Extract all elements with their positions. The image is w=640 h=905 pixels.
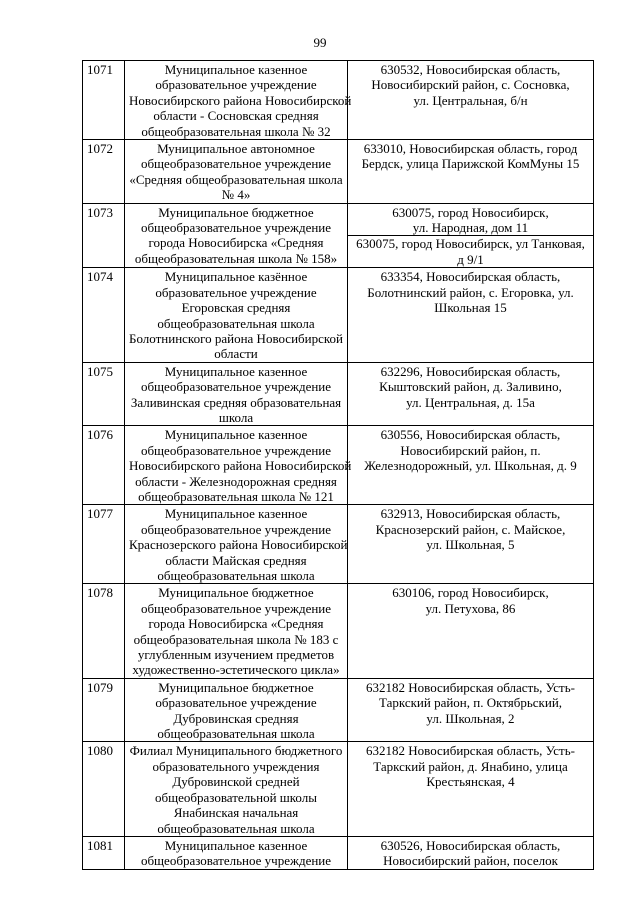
institution-address [348,426,594,505]
address-line: ул. Центральная, д. 15а [406,394,535,410]
institution-name-line: школа [218,409,254,425]
institution-name-line: области - Сосновская средняя [153,108,319,124]
address-line: 632182 Новосибирская область, Усть- [366,743,575,759]
institution-name-line: Муниципальное казенное [164,62,308,77]
row-number: 1079 [83,678,125,742]
institution-name-line: области [214,346,258,362]
address-block [352,62,589,108]
institution-name-line: общеобразовательное учреждение [140,600,332,616]
address-line: Бердск, улица Парижской КомМуны 15 [361,156,580,172]
institution-name-line: Дубровинской средней [172,774,300,790]
institution-name-line: углубленным изучением предметов [137,647,335,663]
row-number: 1078 [83,584,125,678]
institution-name-line: Заливинская средняя образовательная [130,394,342,410]
address-block [348,235,593,267]
address-line: ул. Школьная, 5 [426,537,515,553]
row-number: 1080 [83,742,125,836]
institution-address [348,140,594,204]
address-line: ул. Центральная, б/н [413,92,528,108]
address-block [352,427,589,473]
institution-name [125,836,348,869]
address-line: д 9/1 [457,251,484,267]
address-block [352,838,589,869]
institution-name-line: общеобразовательная школа [157,820,315,836]
institution-name-line: художественно-эстетического цикла» [132,662,340,678]
address-block [352,680,589,726]
address-block [352,743,589,789]
row-number: 1077 [83,505,125,584]
address-line: ул. Школьная, 2 [426,710,515,726]
institution-name-line: области - Железнодорожная средняя [135,473,337,489]
school-registry-table [82,60,594,870]
table-row [83,140,594,204]
address-block [352,364,589,410]
row-number: 1071 [83,61,125,140]
institution-name [125,362,348,426]
institution-name-line: «Средняя общеобразовательная школа [129,171,343,187]
address-block [352,141,589,172]
address-line: Кыштовский район, д. Заливино, [379,379,562,395]
row-number: 1081 [83,836,125,869]
institution-address [348,678,594,742]
institution-address [348,742,594,836]
address-block [352,585,589,616]
address-line: 630556, Новосибирская область, [380,427,561,443]
institution-name [125,742,348,836]
institution-name-line: Муниципальное бюджетное [158,204,314,220]
table-row [83,678,594,742]
institution-name-line: общеобразовательная школа [157,315,315,331]
address-line: Новосибирский район, поселок [383,853,558,869]
address-line: 630075, город Новосибирск, [392,204,549,220]
address-line: Новосибирский район, с. Сосновка, [371,77,570,93]
institution-name [125,584,348,678]
institution-name-line: общеобразовательная школа № 183 с [133,631,339,647]
address-line: Таркский район, д. Янабино, улица [373,758,568,774]
table-row [83,268,594,362]
institution-name-line: общеобразовательное учреждение [140,379,332,395]
institution-name-line: № 4» [221,187,251,203]
address-line: 633354, Новосибирская область, [380,269,561,285]
institution-name-line: общеобразовательное учреждение [140,156,332,172]
institution-name-line: Муниципальное казенное [164,363,308,379]
address-line: 632182 Новосибирская область, Усть- [366,679,575,695]
institution-name-line: общеобразовательная школа № 32 [141,123,331,139]
institution-name [125,426,352,505]
row-number: 1076 [83,426,125,505]
institution-name-line: Муниципальное бюджетное [158,585,314,601]
address-line: Краснозерский район, с. Майское, [375,521,566,537]
address-line: 632296, Новосибирская область, [380,363,561,379]
row-number: 1073 [83,203,125,268]
address-line: 632913, Новосибирская область, [380,506,561,522]
institution-name [125,505,348,584]
institution-name-line: Болотнинского района Новосибирской [129,330,343,346]
institution-name-line: области Майская средняя [165,552,307,568]
address-line: 633010, Новосибирская область, город [363,141,578,157]
table-row [83,426,594,505]
institution-name-line: образовательное учреждение [155,77,317,93]
institution-name-line: Дубровинская средняя [173,710,299,726]
address-block [352,205,589,236]
address-line: ул. Петухова, 86 [425,600,516,616]
address-line: Железнодорожный, ул. Школьная, д. 9 [364,458,577,474]
table-row [83,203,594,268]
institution-name-line: общеобразовательная школа № 121 [138,488,334,504]
institution-name-line: общеобразовательное учреждение [140,442,332,458]
address-line: Болотнинский район, с. Егоровка, ул. [367,284,574,300]
institution-address [348,836,594,869]
institution-name-line: Муниципальное казённое [164,269,308,285]
institution-name-line: города Новосибирска «Средняя [148,235,324,251]
table-row [83,836,594,869]
institution-name [125,61,352,140]
address-line: 630526, Новосибирская область, [380,837,561,853]
row-number: 1074 [83,268,125,362]
institution-name-line: Муниципальное казенное [164,506,308,522]
institution-address [348,584,594,678]
institution-name-line: образовательного учреждения [152,758,320,774]
institution-name-line: общеобразовательной школы [155,789,317,805]
institution-name-line: общеобразовательная школа № 158» [134,250,338,266]
institution-address [348,505,594,584]
table-row [83,584,594,678]
institution-name-line: образовательное учреждение [155,695,317,711]
institution-name-line: Новосибирского района Новосибирской [129,458,352,474]
institution-address [348,61,594,140]
institution-name-line: Егоровская средняя [181,300,291,316]
institution-name-line: Муниципальное казенное [164,837,308,853]
address-block [352,269,589,315]
institution-name-line: общеобразовательное учреждение [140,853,332,869]
page-number: 99 [313,35,327,50]
address-line: Таркский район, п. Октябрьский, [378,695,563,711]
row-number: 1075 [83,362,125,426]
institution-name-line: Краснозерского района Новосибирской [129,537,348,553]
table-row [83,505,594,584]
institution-name [125,140,348,204]
institution-name-line: общеобразовательное учреждение [140,220,332,236]
institution-address [348,268,594,362]
institution-name [125,268,348,362]
institution-name-line: образовательное учреждение [155,284,317,300]
institution-name-line: общеобразовательная школа [157,568,315,583]
address-line: Крестьянская, 4 [426,774,515,790]
address-line: Новосибирский район, п. [400,442,541,458]
table-row [83,61,594,140]
address-line: Школьная 15 [434,300,507,316]
institution-name-line: Муниципальное бюджетное [158,679,314,695]
institution-name [125,203,348,268]
institution-name-line: общеобразовательная школа [157,726,315,742]
address-block [352,506,589,552]
institution-name-line: Янабинская начальная [173,805,299,821]
registry-body [83,61,594,870]
institution-name-line: Муниципальное казенное [164,427,308,443]
institution-name [125,678,348,742]
institution-name-line: Филиал Муниципального бюджетного [129,743,343,759]
address-line: 630532, Новосибирская область, [380,62,561,77]
table-row [83,742,594,836]
institution-address [348,362,594,426]
institution-name-line: Новосибирского района Новосибирской [129,92,352,108]
address-line: 630106, город Новосибирск, [392,585,549,601]
institution-name-line: Муниципальное автономное [157,141,315,157]
institution-name-line: города Новосибирска «Средняя [148,616,324,632]
institution-address [348,203,594,268]
address-line: 630075, город Новосибирск, ул Танковая, [356,236,585,252]
institution-name-line: общеобразовательное учреждение [140,521,332,537]
address-line: ул. Народная, дом 11 [412,220,529,236]
row-number: 1072 [83,140,125,204]
table-row [83,362,594,426]
